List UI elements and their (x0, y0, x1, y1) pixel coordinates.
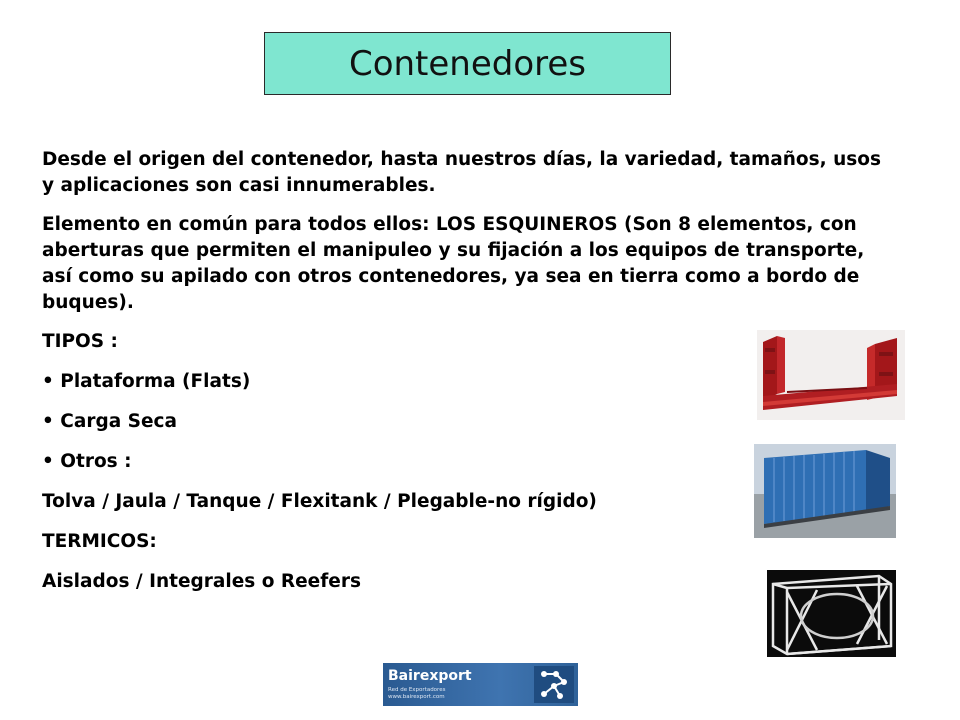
page-title: Contenedores (348, 43, 587, 84)
bairexport-logo (383, 663, 578, 706)
list-item-otros: • Otros : (42, 451, 132, 472)
list-item-plataforma: • Plataforma (Flats) (42, 371, 251, 392)
logo-url: www.bairexport.com (388, 694, 445, 700)
logo-tagline: Red de Exportadores (388, 687, 446, 693)
tipos-heading: TIPOS : (42, 331, 118, 352)
list-item-carga-seca: • Carga Seca (42, 411, 177, 432)
flat-rack-container-image (757, 330, 905, 420)
termicos-heading: TERMICOS: (42, 531, 157, 552)
otros-detail: Tolva / Jaula / Tanque / Flexitank / Plegable-no rígido) (42, 491, 597, 512)
common-element-paragraph: Elemento en común para todos ellos: LOS ESQUINEROS (Son 8 elementos, con aberturas que permiten el manipuleo y su fijación a los equipos de transporte, así como su apilado con otros contenedores, ya sea en tierra como a bordo de buques). (42, 214, 865, 313)
logo-name: Bairexport (388, 668, 472, 684)
tank-container-image (767, 570, 896, 657)
intro-paragraph: Desde el origen del contenedor, hasta nuestros días, la variedad, tamaños, usos y aplicaciones son casi innumerables. (42, 149, 882, 196)
logo-tagline-block (388, 687, 445, 701)
title-box (264, 32, 671, 95)
dry-cargo-container-image (754, 444, 896, 538)
termicos-detail: Aislados / Integrales o Reefers (42, 571, 361, 592)
logo-mark-icon (534, 666, 574, 703)
